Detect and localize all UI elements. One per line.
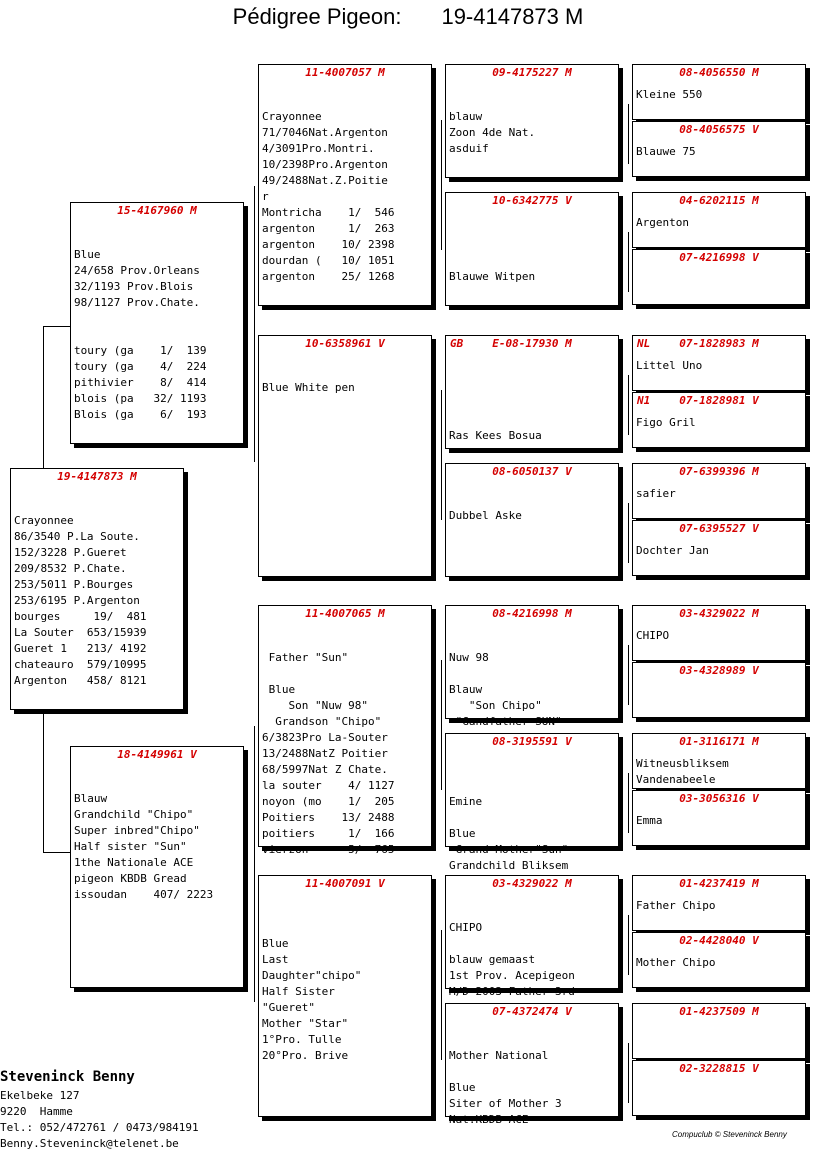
footer-credit: Compuclub © Steveninck Benny bbox=[672, 1130, 787, 1139]
subject-pigeon bbox=[10, 468, 184, 710]
ring-number: 10-6342775 V bbox=[492, 194, 572, 207]
detail-line: Siter of Mother 3 bbox=[449, 1097, 562, 1110]
detail-line: 10/2398Pro.Argenton bbox=[262, 158, 388, 171]
detail-line: Zoon 4de Nat. bbox=[449, 126, 536, 139]
connector bbox=[441, 120, 442, 250]
detail-line bbox=[449, 253, 618, 269]
detail-line: Grandchild Bliksem bbox=[449, 859, 569, 872]
detail-line: blauw gemaast bbox=[449, 953, 536, 966]
ring-number: 01-4237419 M bbox=[679, 877, 759, 890]
detail-line: Dubbel Aske bbox=[449, 509, 522, 522]
grandparent-box bbox=[258, 335, 432, 577]
detail-line: 152/3228 P.Gueret bbox=[14, 546, 127, 559]
detail-line: Nat.KBDB ACE bbox=[449, 1113, 529, 1126]
great-grandparent-box bbox=[445, 1003, 619, 1126]
dam-box bbox=[70, 746, 244, 988]
detail-line: 4/3091Pro.Montri. bbox=[262, 142, 375, 155]
detail-line: Crayonnee bbox=[14, 514, 74, 527]
detail-line: pigeon KBDB Gread bbox=[74, 872, 187, 885]
detail-line bbox=[262, 920, 431, 936]
detail-line: Half Sister bbox=[262, 985, 335, 998]
ancestor-box bbox=[632, 1060, 806, 1116]
great-grandparent-box bbox=[445, 463, 619, 577]
detail-line: noyon (mo 1/ 205 bbox=[262, 795, 395, 808]
ring-number: 11-4007057 M bbox=[305, 66, 385, 79]
ring-number: 18-4149961 V bbox=[117, 748, 197, 761]
sire-box bbox=[70, 202, 244, 444]
detail-line: "Gueret" bbox=[262, 1001, 315, 1014]
pigeon-details bbox=[262, 650, 431, 858]
pigeon-details bbox=[14, 513, 183, 689]
connector bbox=[628, 104, 629, 164]
detail-line: 1st Prov. Acepigeon bbox=[449, 969, 575, 982]
ancestor-name: Figo Gril bbox=[636, 416, 696, 429]
ancestor-box bbox=[632, 64, 806, 120]
ancestor-box bbox=[632, 1003, 806, 1059]
detail-line: blois (pa 32/ 1193 bbox=[74, 392, 207, 405]
ring-number: 08-4056575 V bbox=[679, 123, 759, 136]
connector bbox=[43, 852, 70, 853]
detail-line: issoudan 407/ 2223 bbox=[74, 888, 214, 901]
ancestor-name: Littel Uno bbox=[636, 359, 703, 372]
pigeon-details bbox=[449, 508, 618, 524]
detail-line: bourges 19/ 481 bbox=[14, 610, 147, 623]
connector bbox=[441, 390, 442, 520]
ancestor-box bbox=[632, 875, 806, 931]
ring-number: 03-3056316 V bbox=[679, 792, 759, 805]
owner-email: Benny.Steveninck@telenet.be bbox=[0, 1137, 179, 1150]
pigeon-details bbox=[74, 247, 243, 423]
title-ring: 19-4147873 M bbox=[441, 4, 584, 29]
detail-line: blauw bbox=[449, 110, 483, 123]
country-prefix: NL bbox=[637, 337, 651, 350]
ring-number: 19-4147873 M bbox=[57, 470, 137, 483]
connector bbox=[43, 326, 44, 468]
pigeon-details bbox=[262, 920, 431, 1064]
detail-line bbox=[449, 396, 618, 412]
ring-number: 03-4329022 M bbox=[679, 607, 759, 620]
ring-number: 02-4428040 V bbox=[679, 934, 759, 947]
detail-line bbox=[449, 237, 618, 253]
pigeon-details bbox=[449, 920, 618, 1000]
detail-line: Montricha 1/ 546 bbox=[262, 206, 395, 219]
ancestor-box bbox=[632, 790, 806, 846]
great-grandparent-box bbox=[445, 192, 619, 306]
pigeon-details bbox=[449, 650, 618, 730]
detail-line: 13/2488NatZ Poitier bbox=[262, 747, 388, 760]
detail-line: Ras Kees Bosua bbox=[449, 429, 542, 442]
detail-line bbox=[449, 810, 618, 826]
detail-line: r bbox=[262, 190, 269, 203]
great-grandparent-box bbox=[445, 335, 619, 449]
detail-line bbox=[262, 666, 431, 682]
ring-number: 11-4007091 V bbox=[305, 877, 385, 890]
ring-number: 07-4216998 V bbox=[679, 251, 759, 264]
detail-line: Blue bbox=[262, 937, 289, 950]
detail-line bbox=[449, 1064, 618, 1080]
ancestor-box bbox=[632, 121, 806, 177]
detail-line: Blauw bbox=[74, 792, 108, 805]
detail-line: 86/3540 P.La Soute. bbox=[14, 530, 140, 543]
pigeon-details bbox=[449, 380, 618, 444]
detail-line bbox=[449, 380, 618, 396]
owner-phone: Tel.: 052/472761 / 0473/984191 bbox=[0, 1121, 199, 1134]
detail-line: Blue bbox=[262, 683, 296, 696]
detail-line: Mother National bbox=[449, 1049, 549, 1062]
detail-line: 20°Pro. Brive bbox=[262, 1049, 349, 1062]
detail-line: Grand Mother"Sun" bbox=[449, 843, 569, 856]
country-prefix: N1 bbox=[637, 394, 651, 407]
pigeon-details bbox=[262, 380, 431, 396]
connector bbox=[43, 710, 44, 852]
detail-line: Son "Nuw 98" bbox=[262, 699, 368, 712]
ancestor-name: Father Chipo bbox=[636, 899, 716, 912]
detail-line: 1the Nationale ACE bbox=[74, 856, 194, 869]
connector bbox=[628, 503, 629, 563]
pigeon-details bbox=[449, 778, 618, 874]
detail-line: 24/658 Prov.Orleans bbox=[74, 264, 200, 277]
ring-number: 09-4175227 M bbox=[492, 66, 572, 79]
detail-line: Emine bbox=[449, 795, 483, 808]
ancestor-name: safier bbox=[636, 487, 676, 500]
ring-number: 07-1828981 V bbox=[679, 394, 759, 407]
detail-line: Blue bbox=[74, 248, 101, 261]
detail-line: la souter 4/ 1127 bbox=[262, 779, 395, 792]
detail-line: Crayonnee bbox=[262, 110, 322, 123]
connector bbox=[628, 915, 629, 975]
owner-info bbox=[0, 1036, 199, 1152]
detail-line: 6/3823Pro La-Souter bbox=[262, 731, 388, 744]
detail-line: vierzon 5/ 765 bbox=[262, 843, 395, 856]
detail-line bbox=[449, 412, 618, 428]
detail-line: 253/6195 P.Argenton bbox=[14, 594, 140, 607]
detail-line: M/D 2003 Father 3rd bbox=[449, 985, 575, 998]
ring-number: 15-4167960 M bbox=[117, 204, 197, 217]
detail-line: Blauw bbox=[449, 683, 483, 696]
ancestor-name: Argenton bbox=[636, 216, 689, 229]
ring-number: 10-6358961 V bbox=[305, 337, 385, 350]
connector bbox=[441, 660, 442, 790]
ancestor-name: Kleine 550 bbox=[636, 88, 703, 101]
great-grandparent-box bbox=[445, 64, 619, 178]
detail-line: Super inbred"Chipo" bbox=[74, 824, 200, 837]
detail-line: poitiers 1/ 166 bbox=[262, 827, 395, 840]
ring-number: 08-4216998 M bbox=[492, 607, 572, 620]
connector bbox=[254, 726, 255, 1002]
detail-line bbox=[449, 666, 618, 682]
detail-line bbox=[449, 778, 618, 794]
ring-number: 04-6202115 M bbox=[679, 194, 759, 207]
connector bbox=[628, 773, 629, 833]
detail-line bbox=[449, 936, 618, 952]
detail-line: Argenton 458/ 8121 bbox=[14, 674, 147, 687]
ring-number: 01-4237509 M bbox=[679, 1005, 759, 1018]
detail-line: 32/1193 Prov.Blois bbox=[74, 280, 194, 293]
ring-number: 11-4007065 M bbox=[305, 607, 385, 620]
ring-number: 07-1828983 M bbox=[679, 337, 759, 350]
grandparent-box bbox=[258, 64, 432, 306]
detail-line: Grandchild "Chipo" bbox=[74, 808, 194, 821]
great-grandparent-box bbox=[445, 605, 619, 728]
ancestor-box bbox=[632, 932, 806, 988]
connector bbox=[628, 645, 629, 705]
ancestor-name: CHIPO bbox=[636, 629, 670, 642]
ring-number: 07-6395527 V bbox=[679, 522, 759, 535]
connector bbox=[628, 232, 629, 292]
page-title: Pédigree Pigeon: 19-4147873 M bbox=[232, 4, 584, 29]
detail-line: Blue bbox=[449, 827, 476, 840]
ring-number: 02-3228815 V bbox=[679, 1062, 759, 1075]
ring-number: 03-4328989 V bbox=[679, 664, 759, 677]
ancestor-box bbox=[632, 192, 806, 248]
detail-line: Last bbox=[262, 953, 289, 966]
detail-line: argenton 1/ 263 bbox=[262, 222, 395, 235]
detail-line: Gueret 1 213/ 4192 bbox=[14, 642, 147, 655]
owner-street: Ekelbeke 127 bbox=[0, 1089, 80, 1102]
ring-number: 08-4056550 M bbox=[679, 66, 759, 79]
connector bbox=[43, 326, 70, 327]
detail-line: 209/8532 P.Chate. bbox=[14, 562, 127, 575]
ancestor-name: Dochter Jan bbox=[636, 544, 709, 557]
detail-line bbox=[74, 327, 243, 343]
detail-line: "Son Chipo" bbox=[449, 699, 542, 712]
ancestor-box bbox=[632, 249, 806, 305]
ancestor-box bbox=[632, 662, 806, 718]
ancestor-box bbox=[632, 392, 806, 448]
detail-line: 1°Pro. Tulle bbox=[262, 1033, 342, 1046]
ancestor-box bbox=[632, 733, 806, 789]
detail-line: Mother "Star" bbox=[262, 1017, 349, 1030]
ancestor-name: Emma bbox=[636, 814, 663, 827]
detail-line: "Gandfather SUN" bbox=[449, 715, 562, 728]
detail-line: pithivier 8/ 414 bbox=[74, 376, 207, 389]
ancestor-box bbox=[632, 335, 806, 391]
great-grandparent-box bbox=[445, 875, 619, 998]
ring-number: 03-4329022 M bbox=[492, 877, 572, 890]
detail-line: dourdan ( 10/ 1051 bbox=[262, 254, 395, 267]
ring-number: 07-6399396 M bbox=[679, 465, 759, 478]
detail-line: asduif bbox=[449, 142, 489, 155]
detail-line: 49/2488Nat.Z.Poitie bbox=[262, 174, 388, 187]
pigeon-details bbox=[74, 791, 243, 903]
detail-line: argenton 10/ 2398 bbox=[262, 238, 395, 251]
ring-number: E-08-17930 M bbox=[492, 337, 572, 350]
connector bbox=[628, 1043, 629, 1103]
ring-number: 08-6050137 V bbox=[492, 465, 572, 478]
ancestor-box bbox=[632, 520, 806, 576]
detail-line: Blue White pen bbox=[262, 381, 355, 394]
detail-line: Poitiers 13/ 2488 bbox=[262, 811, 395, 824]
country-prefix: GB bbox=[450, 337, 464, 350]
pigeon-details bbox=[449, 237, 618, 285]
detail-line: Nuw 98 bbox=[449, 651, 489, 664]
connector bbox=[441, 930, 442, 1060]
detail-line: CHIPO bbox=[449, 921, 483, 934]
detail-line: La Souter 653/15939 bbox=[14, 626, 147, 639]
detail-line: Blois (ga 6/ 193 bbox=[74, 408, 207, 421]
grandparent-box bbox=[258, 605, 432, 856]
detail-line: toury (ga 4/ 224 bbox=[74, 360, 207, 373]
pigeon-details bbox=[262, 109, 431, 285]
ring-number: 01-3116171 M bbox=[679, 735, 759, 748]
detail-line: Daughter"chipo" bbox=[262, 969, 362, 982]
ancestor-name: Blauwe 75 bbox=[636, 145, 696, 158]
detail-line: argenton 25/ 1268 bbox=[262, 270, 395, 283]
detail-line bbox=[74, 311, 243, 327]
great-grandparent-box bbox=[445, 733, 619, 872]
pigeon-details bbox=[449, 109, 618, 157]
ring-number: 07-4372474 V bbox=[492, 1005, 572, 1018]
detail-line: 98/1127 Prov.Chate. bbox=[74, 296, 200, 309]
detail-line: Blue bbox=[449, 1081, 476, 1094]
ring-number: 08-3195591 V bbox=[492, 735, 572, 748]
detail-line: 253/5011 P.Bourges bbox=[14, 578, 134, 591]
ancestor-box bbox=[632, 463, 806, 519]
owner-city: 9220 Hamme bbox=[0, 1105, 73, 1118]
detail-line: Half sister "Sun" bbox=[74, 840, 187, 853]
grandparent-box bbox=[258, 875, 432, 1117]
detail-line: toury (ga 1/ 139 bbox=[74, 344, 207, 357]
connector bbox=[628, 375, 629, 435]
connector bbox=[254, 186, 255, 462]
detail-line: chateauro 579/10995 bbox=[14, 658, 147, 671]
detail-line: Blauwe Witpen bbox=[449, 270, 536, 283]
ancestor-box bbox=[632, 605, 806, 661]
owner-name: Steveninck Benny bbox=[0, 1069, 135, 1085]
ancestor-name: Witneusbliksem Vandenabeele bbox=[636, 757, 729, 786]
detail-line: Grandson "Chipo" bbox=[262, 715, 382, 728]
detail-line: 71/7046Nat.Argenton bbox=[262, 126, 388, 139]
pigeon-details bbox=[449, 1048, 618, 1128]
ancestor-name: Mother Chipo bbox=[636, 956, 716, 969]
detail-line: Father "Sun" bbox=[262, 651, 349, 664]
detail-line: 68/5997Nat Z Chate. bbox=[262, 763, 388, 776]
